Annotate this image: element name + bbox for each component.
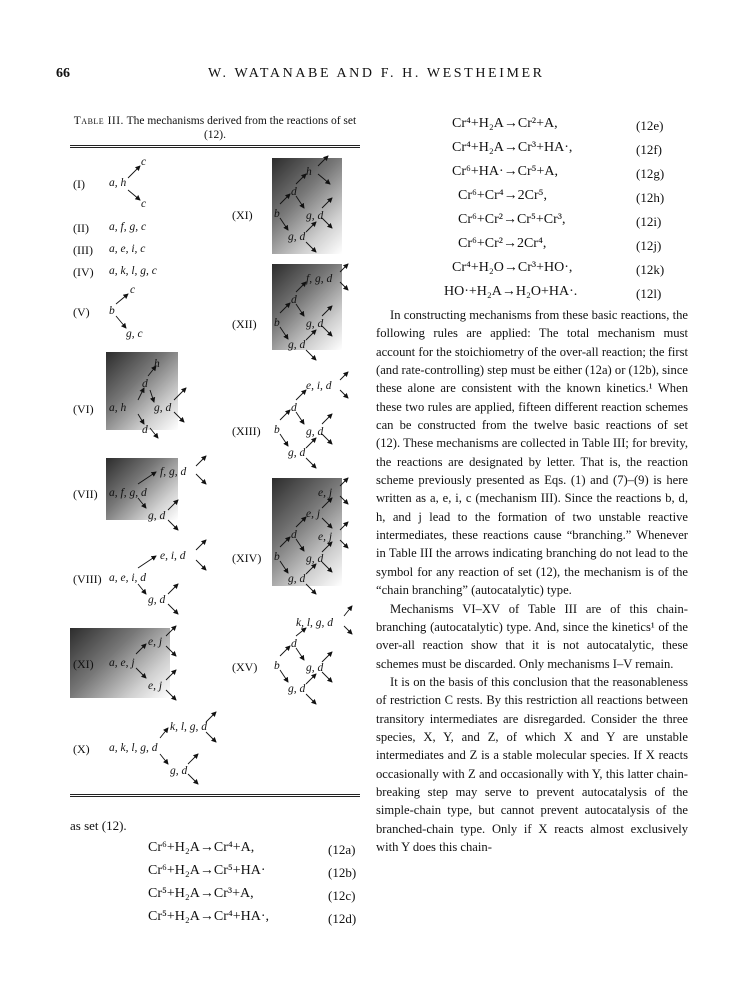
equation-12a: Cr⁶+H₂A→Cr⁴+A, bbox=[148, 840, 255, 855]
mech-text-x: a, k, l, g, d bbox=[109, 742, 158, 754]
equation-number-12h: (12h) bbox=[636, 190, 665, 205]
mech-xiv-mid-upper: e, j bbox=[306, 508, 321, 520]
body-text bbox=[376, 306, 688, 856]
mech-xi-top: h bbox=[306, 166, 312, 178]
mech-xi-bottom: g, d bbox=[288, 231, 306, 243]
header-authors: W. WATANABE AND F. H. WESTHEIMER bbox=[208, 66, 545, 81]
paragraph-2: Mechanisms VI–XV of Table III are of this chain-branching (autocatalytic) type. And, since the kinetics¹ of the over-all reaction show that it is not autocatalytic, these schemes must be discarded. Only mechanisms I–V remain. bbox=[376, 601, 688, 671]
mech-xi-right: g, d bbox=[306, 210, 324, 222]
mech-xiii-bottom: g, d bbox=[288, 447, 306, 459]
mech-xiii-mid: d bbox=[291, 402, 297, 414]
mech-label-i: (I) bbox=[73, 177, 85, 191]
mech-ix-lower: e, j bbox=[148, 680, 163, 692]
mech-xii-right: g, d bbox=[306, 318, 324, 330]
mech-xi-mid: d bbox=[291, 186, 297, 198]
mech-label-xii: (XII) bbox=[232, 317, 257, 331]
equation-number-12d: (12d) bbox=[328, 911, 357, 926]
equation-number-12e: (12e) bbox=[636, 118, 664, 133]
mech-xv-top: k, l, g, d bbox=[296, 617, 334, 629]
mech-text-iii: a, e, i, c bbox=[109, 243, 146, 255]
mech-label-x: (X) bbox=[73, 742, 90, 756]
mech-text-xv: b bbox=[274, 660, 280, 672]
table-bottom-rule bbox=[70, 794, 360, 797]
equation-12c: Cr⁵+H₂A→Cr³+A, bbox=[148, 886, 254, 901]
mech-xiii-top: e, i, d bbox=[306, 380, 332, 392]
equation-number-12g: (12g) bbox=[636, 166, 665, 181]
mech-label-ii: (II) bbox=[73, 221, 89, 235]
mech-text-v: b bbox=[109, 305, 115, 317]
mech-v-lower: g, c bbox=[126, 328, 143, 340]
mech-ix-upper: e, j bbox=[148, 636, 163, 648]
equation-12f: Cr⁴+H₂A→Cr³+HA·, bbox=[452, 140, 573, 155]
mech-label-xiv: (XIV) bbox=[232, 551, 262, 565]
table-caption bbox=[70, 114, 360, 142]
paragraph-1: In constructing mechanisms from these basic reactions, the following rules are applied: The total mechanism must account for the stoichiometry of the over-all reaction; the first (and rate-controlling) step must be either (12a) or (12b), since these alone are consistent with the known kinetics.¹ When these two rules are applied, fifteen different reaction schemes can be constructed from the twelve basic reactions of set (12). These mechanisms are collected in Table III; for brevity, the reactions are designated by letter. That is, the reaction scheme previously presented as Eqs. (1) and (7)–(9) is here written as a, e, i, c (mechanism III). Since the reactions b, d, h, and j lead to the formation of two unstable reactive intermediates, these reactions cause “branching.” Whenever in Table III the arrows indicating branching do not lead to the symbol for any reaction of set (12), the mechanism is of the “chain branching” (autocatalytic) type. bbox=[376, 308, 688, 598]
mech-viii-lower: g, d bbox=[148, 594, 166, 606]
mech-label-xiii: (XIII) bbox=[232, 424, 261, 438]
mech-text-xii: b bbox=[274, 317, 280, 329]
mech-label-iv: (IV) bbox=[73, 265, 94, 279]
mech-xiv-right: g, d bbox=[306, 553, 324, 565]
mech-text-xiv: b bbox=[274, 551, 280, 563]
mech-label-iii: (III) bbox=[73, 243, 93, 257]
mech-v-upper: c bbox=[130, 284, 136, 296]
page-number: 66 bbox=[56, 66, 70, 81]
equation-12d: Cr⁵+H₂A→Cr⁴+HA·, bbox=[148, 909, 270, 924]
mech-label-vi: (VI) bbox=[73, 402, 94, 416]
mech-xv-right: g, d bbox=[306, 662, 324, 674]
equation-12i: Cr⁶+Cr²→Cr⁵+Cr³, bbox=[458, 212, 566, 227]
equation-12h: Cr⁶+Cr⁴→2Cr⁵, bbox=[458, 188, 548, 203]
mech-label-viii: (VIII) bbox=[73, 572, 102, 586]
equation-number-12k: (12k) bbox=[636, 262, 665, 277]
mech-text-ii: a, f, g, c bbox=[109, 221, 147, 233]
mech-xv-bottom: g, d bbox=[288, 683, 306, 695]
equation-12j: Cr⁶+Cr²→2Cr⁴, bbox=[458, 236, 547, 251]
mech-viii-upper: e, i, d bbox=[160, 550, 186, 562]
mech-x-lower: g, d bbox=[170, 765, 188, 777]
table-caption-text: The mechanisms derived from the reactions of set (12). bbox=[126, 115, 357, 141]
mech-i-upper: c bbox=[141, 156, 147, 168]
mech-xv-mid: d bbox=[291, 638, 297, 650]
mech-xiv-mid-right: e, j bbox=[318, 531, 333, 543]
mech-text-vii: a, f, g, d bbox=[109, 487, 147, 499]
mech-vi-top: h bbox=[154, 358, 160, 370]
mech-xii-mid: d bbox=[291, 294, 297, 306]
mech-xiv-mid: d bbox=[291, 529, 297, 541]
equation-number-12a: (12a) bbox=[328, 842, 356, 857]
mech-xiv-top: e, j bbox=[318, 487, 333, 499]
paragraph-3: It is on the basis of this conclusion that the reasonableness of restriction C rests. By this restriction all reactions between transitory intermediates are disregarded. Consider the three species, X, Y, and Z, of which X and Y are unstable intermediates and Z is a stable molecular species. If X reacts occasionally with Z and occasionally with Y, this latter chain-breaking step may serve to prevent autocatalysis of the simple-chain type, but cannot prevent autocatalysis of the branched-chain type. Only if X reacts almost exclusively with Y does this chain- bbox=[376, 674, 688, 854]
mech-label-ix: (XI) bbox=[73, 657, 94, 671]
mech-vii-upper: f, g, d bbox=[160, 466, 187, 478]
shade-vi bbox=[106, 352, 178, 430]
equation-number-12c: (12c) bbox=[328, 888, 356, 903]
equation-12k: Cr⁴+H₂O→Cr³+HO·, bbox=[452, 260, 573, 275]
table-label: Table III. bbox=[73, 115, 124, 127]
mech-label-xv: (XV) bbox=[232, 660, 258, 674]
equation-12b: Cr⁶+H₂A→Cr⁵+HA· bbox=[148, 863, 266, 878]
mech-vii-lower: g, d bbox=[148, 510, 166, 522]
mech-vi-mid: d bbox=[142, 378, 148, 390]
equation-number-12b: (12b) bbox=[328, 865, 357, 880]
mech-i-lower: c bbox=[141, 198, 147, 210]
mech-xiv-bottom: g, d bbox=[288, 573, 306, 585]
equation-number-12i: (12i) bbox=[636, 214, 662, 229]
equation-12e: Cr⁴+H₂A→Cr²+A, bbox=[452, 116, 558, 131]
mech-text-iv: a, k, l, g, c bbox=[109, 265, 157, 277]
mech-text-viii: a, e, i, d bbox=[109, 572, 147, 584]
mech-xii-top: f, g, d bbox=[306, 273, 333, 285]
mech-vi-bottom: d bbox=[142, 424, 148, 436]
table-top-rule bbox=[70, 145, 360, 148]
equation-number-12l: (12l) bbox=[636, 286, 662, 301]
equation-number-12j: (12j) bbox=[636, 238, 662, 253]
mech-text-xi: b bbox=[274, 208, 280, 220]
equation-number-12f: (12f) bbox=[636, 142, 662, 157]
mech-text-vi: a, h bbox=[109, 402, 127, 414]
mech-vi-right: g, d bbox=[154, 402, 172, 414]
mech-xii-bottom: g, d bbox=[288, 339, 306, 351]
mech-label-vii: (VII) bbox=[73, 487, 98, 501]
equation-12g: Cr⁶+HA·→Cr⁵+A, bbox=[452, 164, 559, 179]
mech-label-xi: (XI) bbox=[232, 208, 253, 222]
mech-x-upper: k, l, g, d bbox=[170, 721, 208, 733]
mech-text-ix: a, e, j bbox=[109, 657, 135, 669]
as-set-text: as set (12). bbox=[70, 818, 127, 833]
equation-12l: HO·+H₂A→H₂O+HA·. bbox=[444, 284, 578, 299]
mech-text-xiii: b bbox=[274, 424, 280, 436]
mech-label-v: (V) bbox=[73, 305, 90, 319]
mech-xiii-right: g, d bbox=[306, 426, 324, 438]
mech-text-i: a, h bbox=[109, 177, 127, 189]
